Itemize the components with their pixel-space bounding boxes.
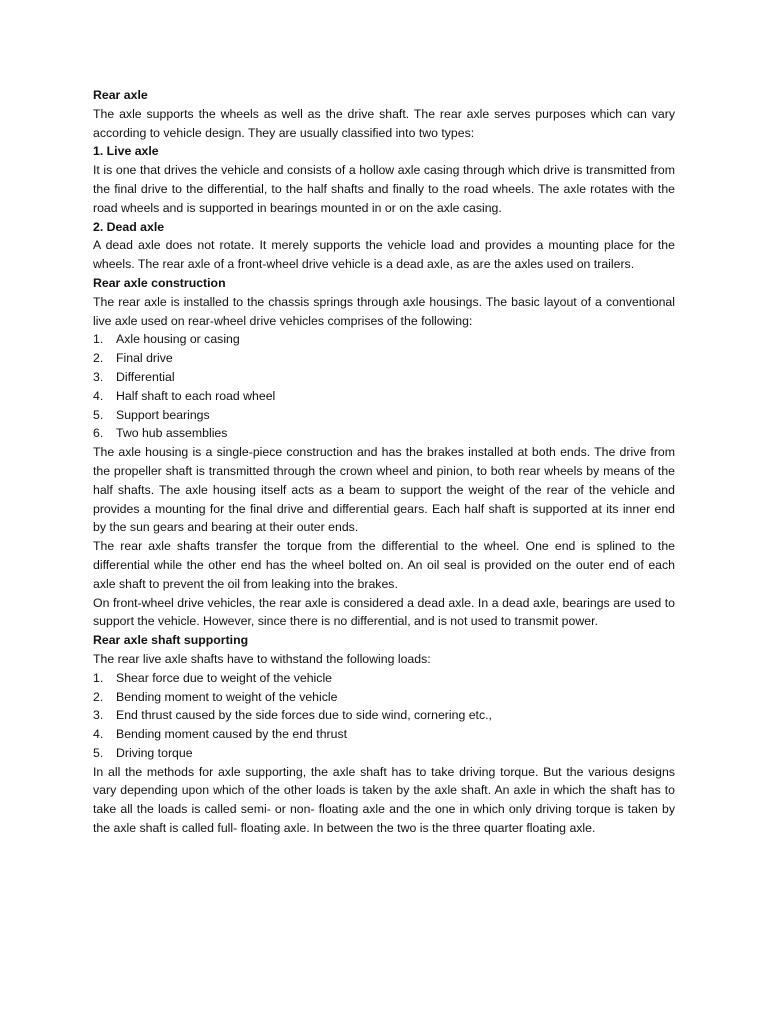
front-wheel-paragraph: On front-wheel drive vehicles, the rear axle is considered a dead axle. In a dead axle, bearings are used to support the vehicle. However, since there is no differential, and is not used to transmit power. [93,595,675,629]
dead-axle-heading: 2. Dead axle [93,219,165,234]
list-number: 4. [93,388,104,403]
list-number: 2. [93,689,104,704]
document-page [93,86,675,838]
list-number: 1. [93,332,104,347]
list-item-text: Shear force due to weight of the vehicle [116,670,333,685]
list-item [93,406,675,425]
list-item-text: Two hub assemblies [116,426,228,441]
list-item-text: End thrust caused by the side forces due to side wind, cornering etc., [116,708,492,723]
live-axle-paragraph: It is one that drives the vehicle and consists of a hollow axle casing through which drive is transmitted from the final drive to the differential, to the half shafts and finally to the road wheels. The axle rotates with the road wheels and is supported in bearings mounted in or on the axle casing. [93,163,675,215]
list-item-text: Axle housing or casing [116,332,240,347]
list-item-text: Support bearings [116,407,210,422]
loads-list [93,669,675,763]
list-item [93,387,675,406]
list-item [93,744,675,763]
list-item [93,424,675,443]
supporting-paragraph: The rear live axle shafts have to withstand the following loads: [93,651,431,666]
list-item-text: Bending moment caused by the end thrust [116,727,348,742]
list-number: 4. [93,727,104,742]
list-number: 3. [93,369,104,384]
list-item [93,368,675,387]
list-item [93,688,675,707]
page-title: Rear axle [93,88,148,102]
intro-paragraph: The axle supports the wheels as well as the drive shaft. The rear axle serves purposes which can vary according to vehicle design. They are usually classified into two types: [93,106,675,140]
shafts-paragraph: The rear axle shafts transfer the torque from the differential to the wheel. One end is splined to the differential while the other end has the wheel bolted on. An oil seal is provided on the outer end of each axle shaft to prevent the oil from leaking into the brakes. [93,539,675,591]
list-number: 5. [93,745,104,760]
dead-axle-paragraph: A dead axle does not rotate. It merely supports the vehicle load and provides a mounting place for the wheels. The rear axle of a front-wheel drive vehicle is a dead axle, as are the axles used on trailers. [93,238,675,272]
list-item [93,349,675,368]
live-axle-heading: 1. Live axle [93,144,159,159]
list-number: 2. [93,351,104,366]
list-number: 6. [93,426,104,441]
list-number: 1. [93,670,104,685]
list-number: 3. [93,708,104,723]
list-item [93,330,675,349]
list-item-text: Half shaft to each road wheel [116,388,276,403]
list-item [93,669,675,688]
list-item-text: Differential [116,369,175,384]
list-item [93,706,675,725]
construction-paragraph: The rear axle is installed to the chassis springs through axle housings. The basic layout of a conventional live axle used on rear-wheel drive vehicles comprises of the following: [93,294,675,328]
list-item-text: Bending moment to weight of the vehicle [116,689,338,704]
list-item [93,725,675,744]
list-item-text: Final drive [116,351,173,366]
list-number: 5. [93,407,104,422]
list-item-text: Driving torque [116,745,193,760]
conclusion-paragraph: In all the methods for axle supporting, the axle shaft has to take driving torque. But the various designs vary depending upon which of the other loads is taken by the axle shaft. An axle in which the shaft has to take all the loads is called semi- or non- floating axle and the one in which only driving torque is taken by the axle shaft is called full- floating axle. In between the two is the three quarter floating axle. [93,764,675,836]
housing-paragraph: The axle housing is a single-piece construction and has the brakes installed at both ends. The drive from the propeller shaft is transmitted through the crown wheel and pinion, to both rear wheels by means of the half shafts. The axle housing itself acts as a beam to support the weight of the rear of the vehicle and provides a mounting for the final drive and differential gears. Each half shaft is supported at its inner end by the sun gears and bearing at their outer ends. [93,445,675,535]
components-list [93,330,675,443]
construction-heading: Rear axle construction [93,275,226,290]
supporting-heading: Rear axle shaft supporting [93,633,249,648]
